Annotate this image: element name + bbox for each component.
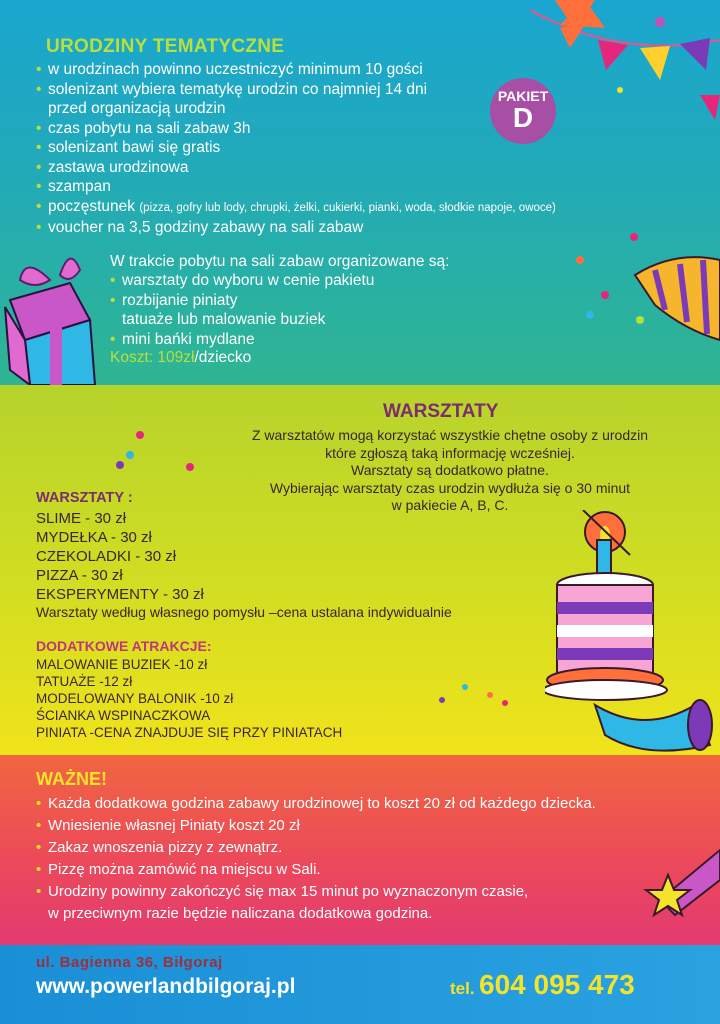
- list-item: • Każda dodatkowa godzina zabawy urodzinowej to koszt 20 zł od każdego dziecka.: [36, 793, 716, 815]
- important-continuation: w przeciwnym razie będzie naliczana dodatkowa godzina.: [48, 905, 433, 922]
- package-letter: D: [512, 102, 534, 133]
- list-item: TATUAŻE -12 zł: [36, 674, 133, 689]
- cost-label: Koszt: 109zł: [110, 349, 195, 366]
- list-item: ŚCIANKA WSPINACZKOWA: [36, 708, 211, 723]
- footer-address: ul. Bagienna 36, Biłgoraj: [36, 954, 223, 971]
- workshops-list: [36, 509, 204, 604]
- confetti-icon: [430, 665, 540, 725]
- cost-unit: /dziecko: [194, 349, 252, 366]
- organized-intro: W trakcie pobytu na sali zabaw organizowane są:: [110, 253, 450, 270]
- workshops-own-idea: Warsztaty według własnego pomysłu –cena ustalana indywidualnie: [36, 604, 452, 620]
- confetti-icon: [560, 0, 620, 30]
- list-item: • zastawa urodzinowa: [36, 158, 696, 178]
- workshops-description: [200, 427, 700, 515]
- list-item: • w urodzinach powinno uczestniczyć minimum 10 gości: [36, 60, 696, 80]
- cake-icon: [545, 510, 675, 705]
- workshops-title: WARSZTATY: [383, 401, 499, 422]
- theme-title: URODZINY TEMATYCZNE: [46, 36, 285, 57]
- snack-label: poczęstunek: [48, 197, 136, 215]
- important-title: WAŻNE!: [36, 769, 107, 789]
- list-item: CZEKOLADKI - 30 zł: [36, 548, 177, 565]
- list-item: tatuaże lub malowanie buziek: [122, 311, 326, 328]
- theme-section: [0, 0, 720, 385]
- package-label: PAKIET: [497, 88, 549, 104]
- list-item: • Zakaz wnoszenia pizzy z zewnątrz.: [36, 837, 716, 859]
- star-icon: [640, 840, 720, 920]
- list-item: EKSPERYMENTY - 30 zł: [36, 586, 204, 603]
- package-badge: [490, 78, 556, 144]
- snack-details: (pizza, gofry lub lody, chrupki, żelki, cukierki, pianki, woda, słodkie napoje, owoce): [139, 201, 556, 214]
- list-item: • solenizant wybiera tematykę urodzin co najmniej 14 dni: [36, 80, 696, 100]
- list-item: • rozbijanie piniaty: [110, 291, 510, 311]
- phone-label: tel.: [450, 979, 475, 998]
- description-line: Warsztaty są dodatkowo płatne.: [351, 462, 549, 478]
- list-item: • warsztaty do wyboru w cenie pakietu: [110, 271, 510, 291]
- list-item-continuation: przed organizacją urodzin: [48, 100, 226, 117]
- party-horn-icon: [585, 685, 720, 755]
- footer-website-link[interactable]: www.powerlandbilgoraj.pl: [36, 975, 296, 998]
- description-line: Z warsztatów mogą korzystać wszystkie chętne osoby z urodzin: [251, 427, 649, 443]
- list-item: PINIATA -CENA ZNAJDUJE SIĘ PRZY PINIATACH: [36, 725, 343, 740]
- confetti-icon: [560, 225, 650, 345]
- list-item: MODELOWANY BALONIK -10 zł: [36, 691, 234, 706]
- list-item: • Wniesienie własnej Piniaty koszt 20 zł: [36, 815, 716, 837]
- workshops-section: [0, 385, 720, 755]
- attractions-title: DODATKOWE ATRAKCJE:: [36, 638, 212, 654]
- list-item: PIZZA - 30 zł: [36, 567, 123, 584]
- workshops-list-title: WARSZTATY :: [36, 490, 133, 506]
- list-item: MYDEŁKA - 30 zł: [36, 529, 152, 546]
- footer: [0, 945, 720, 1024]
- gift-icon: [0, 245, 110, 385]
- description-line: w pakiecie A, B, C.: [391, 497, 509, 513]
- list-item: • mini bańki mydlane: [110, 330, 510, 350]
- list-item: • solenizant bawi się gratis: [36, 138, 696, 158]
- theme-list: [36, 60, 696, 238]
- list-item: • szampan: [36, 177, 696, 197]
- list-item: • voucher na 3,5 godziny zabawy na sali zabaw: [36, 218, 696, 238]
- cost: [110, 348, 251, 368]
- important-section: [0, 755, 720, 945]
- list-item: SLIME - 30 zł: [36, 510, 127, 527]
- footer-phone[interactable]: [450, 969, 635, 1001]
- attractions-list: [36, 656, 342, 741]
- list-item: MALOWANIE BUZIEK -10 zł: [36, 657, 208, 672]
- list-item: • Urodziny powinny zakończyć się max 15 minut po wyznaczonym czasie,: [36, 881, 716, 903]
- list-item: • czas pobytu na sali zabaw 3h: [36, 119, 696, 139]
- important-list: [36, 793, 716, 903]
- organized-list: [110, 271, 510, 349]
- phone-number: 604 095 473: [479, 969, 635, 1000]
- description-line: Wybierając warsztaty czas urodzin wydłuża się o 30 minut: [269, 479, 631, 496]
- list-item: • Pizzę można zamówić na miejscu w Sali.: [36, 859, 716, 881]
- list-item: [36, 99, 696, 119]
- list-item: [36, 197, 696, 219]
- description-line: które zgłoszą taką informację wcześniej.: [325, 444, 575, 461]
